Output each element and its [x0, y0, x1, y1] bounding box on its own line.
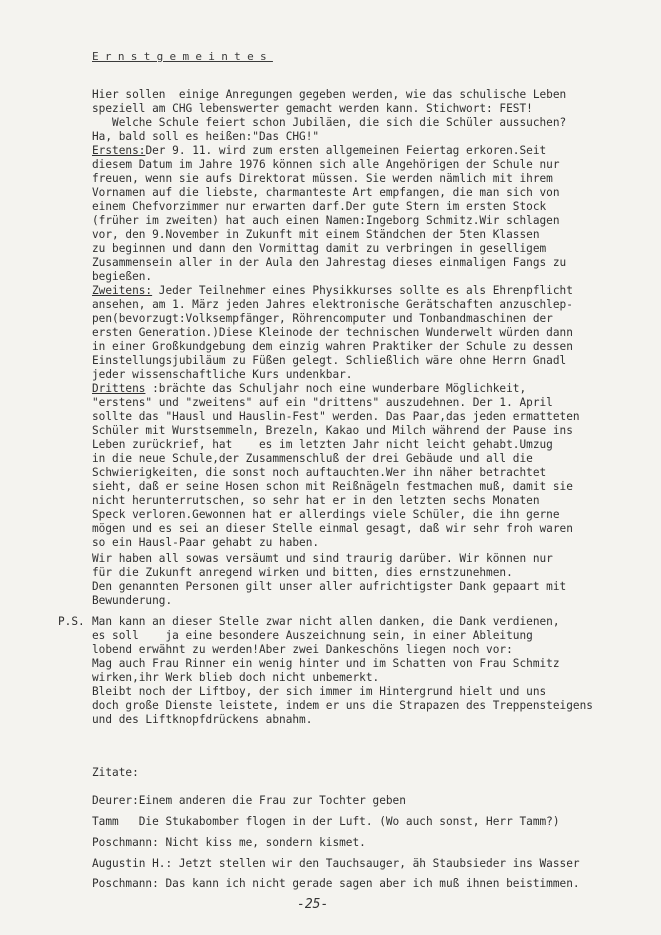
closing-line: Bewunderung. — [92, 594, 173, 607]
page-number: -25- — [297, 897, 329, 912]
first-paragraph-line: Zusammensein aller in der Aula den Jahrestag dieses einmaligen Fangs zu — [92, 256, 567, 269]
third-label: Drittens — [92, 382, 146, 395]
second-paragraph-line: Einstellungsjubiläum zu Füßen gelegt. Schließlich wäre ohne Herrn Gnadl — [92, 354, 567, 367]
third-paragraph-line: in die neue Schule,der Zusammenschluß der drei Gebäude und all die — [92, 452, 533, 465]
ps-line: es soll ja eine besondere Auszeichnung sein, in einer Ableitung — [92, 629, 533, 642]
first-paragraph-line: zu beginnen und dann den Vormittag damit zu verbringen in geselligem — [92, 242, 547, 255]
quote-line: Deurer:Einem anderen die Frau zur Tochter geben — [92, 794, 406, 807]
closing-line: Den genannten Personen gilt unser aller aufrichtigster Dank gepaart mit — [92, 580, 567, 593]
third-paragraph-line: "erstens" und "zweitens" auf ein "drittens" auszudehnen. Der 1. April — [92, 396, 553, 409]
third-paragraph-line: mögen und es sei an dieser Stelle einmal gesagt, daß wir sehr froh waren — [92, 522, 573, 535]
third-paragraph-line: nicht herunterrutschen, so sehr hat er in den letzten sechs Monaten — [92, 494, 540, 507]
third-paragraph-line: Leben zurückrief, hat es im letzten Jahr nicht leicht gehabt.Umzug — [92, 438, 553, 451]
ps-line: Bleibt noch der Liftboy, der sich immer im Hintergrund hielt und uns — [92, 685, 547, 698]
quotes-heading: Zitate: — [92, 766, 139, 779]
third-paragraph-line: so ein Hausl-Paar gehabt zu haben. — [92, 536, 320, 549]
first-paragraph-line: Vornamen auf die liebste, charmanteste Art empfangen, die man sich von — [92, 186, 560, 199]
first-paragraph-line: begießen. — [92, 270, 153, 283]
second-label: Zweitens: — [92, 284, 153, 297]
ps-line: Man kann an dieser Stelle zwar nicht allen danken, die Dank verdienen, — [92, 615, 560, 628]
first-paragraph-line: vor, den 9.November in Zukunft mit einem Ständchen der 5ten Klassen — [92, 228, 540, 241]
second-paragraph-line: ersten Generation.)Diese Kleinode der technischen Wunderwelt würden dann — [92, 326, 573, 339]
third-first-line-text: :brächte das Schuljahr noch eine wunderbare Möglichkeit, — [145, 382, 527, 395]
first-label: Erstens: — [92, 144, 146, 157]
third-paragraph-first-line — [92, 382, 526, 396]
intro-line: Ha, bald soll es heißen:"Das CHG!" — [92, 130, 320, 143]
closing-line: für die Zukunft anregend wirken und bitten, dies ernstzunehmen. — [92, 566, 513, 579]
third-paragraph-line: sieht, daß er seine Hosen schon mit Reißnägeln festmachen muß, damit sie — [92, 480, 573, 493]
first-first-line-text: Der 9. 11. wird zum ersten allgemeinen Feiertag erkoren.Seit — [145, 144, 547, 157]
second-paragraph-line: jeder wissenschaftliche Kurs undenkbar. — [92, 368, 353, 381]
second-paragraph-line: ansehen, am 1. März jeden Jahres elektronische Gerätschaften anzuschlep- — [92, 298, 573, 311]
ps-label: P.S. — [58, 615, 85, 628]
first-paragraph-line: einem Chefvorzimmer nur erwarten darf.Der gute Stern im ersten Stock — [92, 200, 547, 213]
intro-line: Welche Schule feiert schon Jubiläen, die sich die Schüler aussuchen? — [92, 116, 567, 129]
ps-line: wirken,ihr Werk blieb doch nicht unbemerkt. — [92, 671, 380, 684]
second-paragraph-line: in einer Großkundgebung dem einzig wahren Praktiker der Schule zu dessen — [92, 340, 573, 353]
first-paragraph-line: freuen, wenn sie aufs Direktorat müssen. Sie werden nämlich mit ihrem — [92, 172, 553, 185]
intro-line: Hier sollen einige Anregungen gegeben werden, wie das schulische Leben — [92, 88, 567, 101]
ps-line: Mag auch Frau Rinner ein wenig hinter und im Schatten von Frau Schmitz — [92, 657, 560, 670]
first-paragraph-line: (früher im zweiten) hat auch einen Namen:Ingeborg Schmitz.Wir schlagen — [92, 214, 560, 227]
third-paragraph-line: Schwierigkeiten, die sonst noch auftauchten.Wer ihn näher betrachtet — [92, 466, 547, 479]
closing-line: Wir haben all sowas versäumt und sind traurig darüber. Wir können nur — [92, 552, 553, 565]
second-paragraph-first-line — [92, 284, 573, 298]
first-paragraph-first-line — [92, 144, 546, 158]
quote-line: Augustin H.: Jetzt stellen wir den Tauchsauger, äh Staubsieder ins Wasser — [92, 857, 580, 870]
quote-line: Poschmann: Nicht kiss me, sondern kismet. — [92, 836, 366, 849]
third-paragraph-line: sollte das "Hausl und Hauslin-Fest" werden. Das Paar,das jeden ermatteten — [92, 410, 580, 423]
document-heading: Ernstgemeintes — [92, 50, 273, 63]
ps-line: und des Liftknopfdrückens abnahm. — [92, 713, 313, 726]
quote-line: Tamm Die Stukabomber flogen in der Luft. (Wo auch sonst, Herr Tamm?) — [92, 815, 560, 828]
third-paragraph-line: Schüler mit Wurstsemmeln, Brezeln, Kakao und Milch während der Pause ins — [92, 424, 573, 437]
ps-line: doch große Dienste leistete, indem er uns die Strapazen des Treppensteigens — [92, 699, 593, 712]
second-paragraph-line: pen(bevorzugt:Volksempfänger, Röhrencomputer und Tonbandmaschinen der — [92, 312, 553, 325]
ps-line: lobend erwähnt zu werden!Aber zwei Dankeschöns liegen noch vor: — [92, 643, 513, 656]
second-first-line-text: Jeder Teilnehmer eines Physikkurses sollte es als Ehrenpflicht — [152, 284, 573, 297]
intro-line: speziell am CHG lebenswerter gemacht werden kann. Stichwort: FEST! — [92, 102, 533, 115]
first-paragraph-line: diesem Datum im Jahre 1976 können sich alle Angehörigen der Schule nur — [92, 158, 560, 171]
third-paragraph-line: Speck verloren.Gewonnen hat er allerdings viele Schüler, die ihn gerne — [92, 508, 560, 521]
quote-line: Poschmann: Das kann ich nicht gerade sagen aber ich muß ihnen beistimmen. — [92, 877, 580, 890]
